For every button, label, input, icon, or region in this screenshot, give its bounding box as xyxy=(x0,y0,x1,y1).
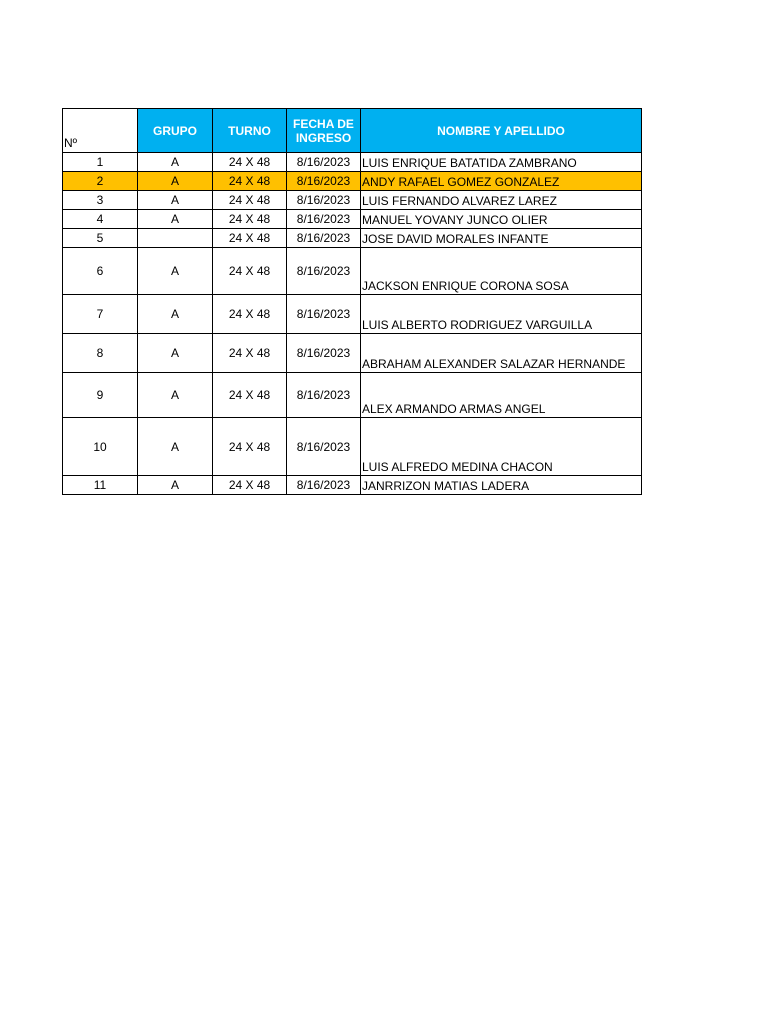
cell-nombre[interactable]: LUIS FERNANDO ALVAREZ LAREZ xyxy=(361,191,642,210)
cell-nombre[interactable]: LUIS ALFREDO MEDINA CHACON xyxy=(361,418,642,476)
cell-grupo[interactable]: A xyxy=(138,172,213,191)
cell-nombre[interactable]: MANUEL YOVANY JUNCO OLIER xyxy=(361,210,642,229)
cell-grupo[interactable]: A xyxy=(138,334,213,373)
cell-nombre[interactable]: JACKSON ENRIQUE CORONA SOSA xyxy=(361,248,642,295)
cell-turno[interactable]: 24 X 48 xyxy=(213,229,287,248)
header-grupo[interactable]: GRUPO xyxy=(138,109,213,153)
cell-fecha[interactable]: 8/16/2023 xyxy=(287,295,361,334)
table-row xyxy=(63,210,642,229)
cell-grupo[interactable] xyxy=(138,229,213,248)
table-row xyxy=(63,229,642,248)
cell-fecha[interactable]: 8/16/2023 xyxy=(287,210,361,229)
header-fecha[interactable] xyxy=(287,109,361,153)
cell-turno[interactable]: 24 X 48 xyxy=(213,476,287,495)
cell-num[interactable]: 7 xyxy=(63,295,138,334)
cell-num[interactable]: 2 xyxy=(63,172,138,191)
cell-grupo[interactable]: A xyxy=(138,295,213,334)
cell-nombre[interactable]: LUIS ENRIQUE BATATIDA ZAMBRANO xyxy=(361,153,642,172)
cell-nombre[interactable]: ABRAHAM ALEXANDER SALAZAR HERNANDE xyxy=(361,334,642,373)
cell-fecha[interactable]: 8/16/2023 xyxy=(287,172,361,191)
header-nombre[interactable]: NOMBRE Y APELLIDO xyxy=(361,109,642,153)
cell-fecha[interactable]: 8/16/2023 xyxy=(287,373,361,418)
cell-num[interactable]: 11 xyxy=(63,476,138,495)
personnel-table xyxy=(62,108,642,495)
header-num[interactable]: Nº xyxy=(63,109,138,153)
cell-turno[interactable]: 24 X 48 xyxy=(213,373,287,418)
table-row xyxy=(63,476,642,495)
table-row xyxy=(63,373,642,418)
cell-nombre[interactable]: ANDY RAFAEL GOMEZ GONZALEZ xyxy=(361,172,642,191)
cell-turno[interactable]: 24 X 48 xyxy=(213,418,287,476)
header-row xyxy=(63,109,642,153)
cell-num[interactable]: 6 xyxy=(63,248,138,295)
table-body xyxy=(63,153,642,495)
cell-turno[interactable]: 24 X 48 xyxy=(213,210,287,229)
cell-fecha[interactable]: 8/16/2023 xyxy=(287,153,361,172)
cell-turno[interactable]: 24 X 48 xyxy=(213,248,287,295)
cell-grupo[interactable]: A xyxy=(138,248,213,295)
table-row xyxy=(63,153,642,172)
cell-fecha[interactable]: 8/16/2023 xyxy=(287,418,361,476)
header-turno[interactable]: TURNO xyxy=(213,109,287,153)
cell-num[interactable]: 4 xyxy=(63,210,138,229)
cell-fecha[interactable]: 8/16/2023 xyxy=(287,334,361,373)
cell-turno[interactable]: 24 X 48 xyxy=(213,172,287,191)
table-row xyxy=(63,334,642,373)
cell-fecha[interactable]: 8/16/2023 xyxy=(287,248,361,295)
table-header xyxy=(63,109,642,153)
header-fecha-line2: INGRESO xyxy=(295,130,352,145)
cell-grupo[interactable]: A xyxy=(138,373,213,418)
cell-num[interactable]: 1 xyxy=(63,153,138,172)
cell-num[interactable]: 8 xyxy=(63,334,138,373)
cell-turno[interactable]: 24 X 48 xyxy=(213,295,287,334)
table-row xyxy=(63,295,642,334)
cell-grupo[interactable]: A xyxy=(138,418,213,476)
cell-turno[interactable]: 24 X 48 xyxy=(213,334,287,373)
cell-grupo[interactable]: A xyxy=(138,153,213,172)
table-row-highlighted xyxy=(63,172,642,191)
cell-grupo[interactable]: A xyxy=(138,476,213,495)
cell-fecha[interactable]: 8/16/2023 xyxy=(287,191,361,210)
cell-fecha[interactable]: 8/16/2023 xyxy=(287,229,361,248)
spreadsheet-sheet xyxy=(62,108,642,495)
table-row xyxy=(63,248,642,295)
cell-nombre[interactable]: LUIS ALBERTO RODRIGUEZ VARGUILLA xyxy=(361,295,642,334)
cell-nombre[interactable]: JOSE DAVID MORALES INFANTE xyxy=(361,229,642,248)
cell-num[interactable]: 3 xyxy=(63,191,138,210)
cell-grupo[interactable]: A xyxy=(138,191,213,210)
cell-num[interactable]: 5 xyxy=(63,229,138,248)
table-row xyxy=(63,418,642,476)
cell-turno[interactable]: 24 X 48 xyxy=(213,153,287,172)
cell-turno[interactable]: 24 X 48 xyxy=(213,191,287,210)
cell-num[interactable]: 9 xyxy=(63,373,138,418)
cell-nombre[interactable]: ALEX ARMANDO ARMAS ANGEL xyxy=(361,373,642,418)
table-row xyxy=(63,191,642,210)
cell-num[interactable]: 10 xyxy=(63,418,138,476)
cell-fecha[interactable]: 8/16/2023 xyxy=(287,476,361,495)
header-fecha-line1: FECHA DE xyxy=(293,116,354,131)
cell-nombre[interactable]: JANRRIZON MATIAS LADERA xyxy=(361,476,642,495)
cell-grupo[interactable]: A xyxy=(138,210,213,229)
